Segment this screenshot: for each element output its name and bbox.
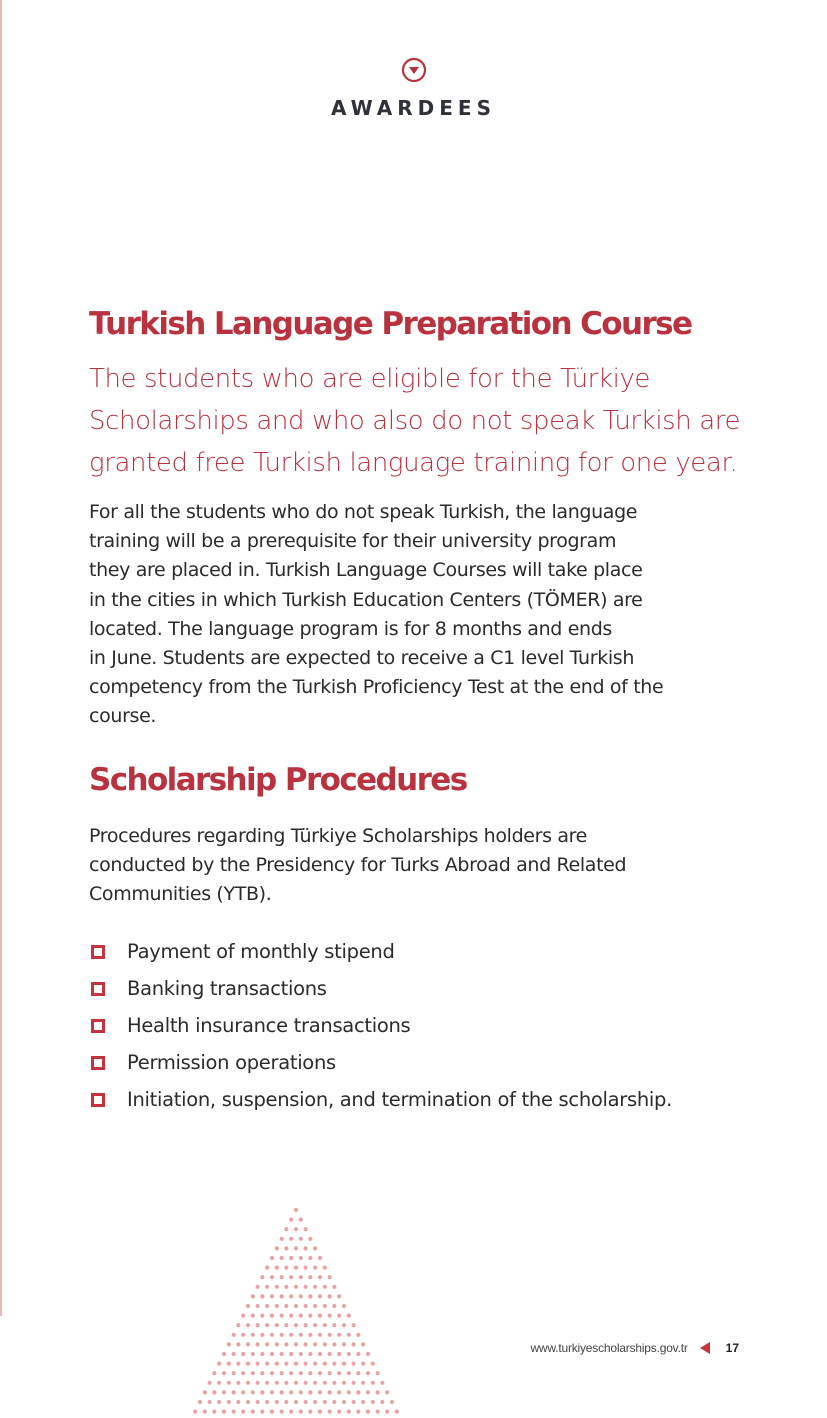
square-bullet-icon <box>91 1056 105 1070</box>
dot-pyramid-decoration <box>85 1205 510 1418</box>
procedures-list <box>89 933 749 1118</box>
body-line: conducted by the Presidency for Turks Abroad and Related <box>89 853 627 876</box>
body-line: For all the students who do not speak Turkish, the language <box>89 501 638 523</box>
list-item <box>89 970 749 1007</box>
language-course-heading: Turkish Language Preparation Course <box>89 306 692 342</box>
procedures-heading: Scholarship Procedures <box>89 761 467 798</box>
page-number: 17 <box>725 1341 739 1355</box>
main-content <box>89 300 749 1118</box>
list-item <box>89 933 749 970</box>
body-line: Communities (YTB). <box>89 883 272 906</box>
square-bullet-icon <box>91 945 105 959</box>
body-line: located. The language program is for 8 months and ends <box>89 617 612 640</box>
language-course-lead: The students who are eligible for the Türkiye Scholarships and who also do not speak Turkish are granted free Turkish language training for one year. <box>89 364 741 478</box>
square-bullet-icon <box>91 1019 105 1033</box>
procedures-intro <box>89 822 739 910</box>
square-bullet-icon <box>91 982 105 996</box>
list-item-label: Permission operations <box>127 1051 336 1075</box>
square-bullet-icon <box>91 1093 105 1107</box>
body-line: they are placed in. Turkish Language Courses will take place <box>89 559 643 582</box>
body-line: in June. Students are expected to receive a C1 level Turkish <box>89 647 635 670</box>
body-line: in the cities in which Turkish Education Centers (TÖMER) are <box>89 588 643 611</box>
left-margin-rule <box>0 0 2 1316</box>
list-item-label: Payment of monthly stipend <box>127 940 395 964</box>
list-item <box>89 1081 749 1118</box>
body-line: course. <box>89 705 157 728</box>
language-course-body <box>89 498 739 732</box>
list-item-label: Health insurance transactions <box>127 1014 411 1038</box>
section-header <box>0 57 827 120</box>
body-line: training will be a prerequisite for their university program <box>89 530 617 553</box>
list-item <box>89 1044 749 1081</box>
body-line: competency from the Turkish Proficiency Test at the end of the <box>89 676 664 699</box>
list-item-label: Banking transactions <box>127 977 327 1001</box>
section-label: AWARDEES <box>331 96 496 120</box>
page-footer <box>530 1341 739 1355</box>
list-item-label: Initiation, suspension, and termination of the scholarship. <box>127 1088 673 1112</box>
body-line: Procedures regarding Türkiye Scholarships holders are <box>89 824 588 847</box>
chevron-down-circle-icon <box>401 57 427 83</box>
list-item <box>89 1007 749 1044</box>
footer-url: www.turkiyescholarships.gov.tr <box>530 1341 688 1355</box>
triangle-left-icon <box>700 1342 710 1354</box>
